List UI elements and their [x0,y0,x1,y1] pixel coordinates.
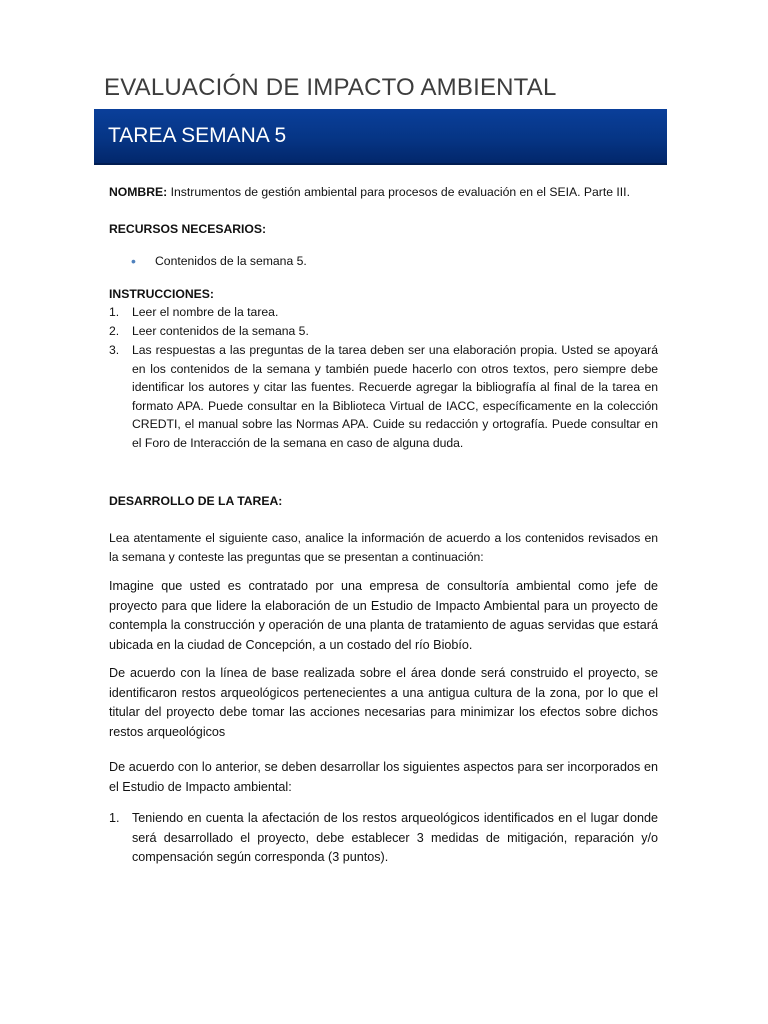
question-number: 1. [109,811,120,825]
instruction-number: 3. [109,343,120,357]
banner-title: TAREA SEMANA 5 [108,124,287,147]
title-banner [94,109,667,165]
instruction-text: Leer el nombre de la tarea. [132,305,279,319]
instruction-number: 1. [109,305,120,319]
case-paragraph: De acuerdo con la línea de base realizada sobre el área donde será construido el proyecto, se identificaron restos arqueológicos pertenecientes a una antigua cultura de la zona, por lo que el titular del proyecto debe tomar las acciones necesarias para minimizar los efectos sobre dichos restos arqueológicos [109,666,658,739]
recursos-item-text: Contenidos de la semana 5. [155,254,307,268]
case-paragraph: De acuerdo con lo anterior, se deben desarrollar los siguientes aspectos para ser incorporados en el Estudio de Impacto ambiental: [109,760,658,794]
instrucciones-heading: INSTRUCCIONES: [109,287,214,301]
instruction-text: Las respuestas a las preguntas de la tarea deben ser una elaboración propia. Usted se apoyará en los contenidos de la semana y también puede hacerlo con otros textos, pero siempre debe identificar los autores y citar las fuentes. Recuerde agregar la bibliografía al final de la tarea en formato APA. Puede consultar en la Biblioteca Virtual de IACC, específicamente en la colección CREDTI, el manual sobre las Normas APA. Cuide su redacción y ortografía. Puede consultar en el Foro de Interacción de la semana en caso de alguna duda. [132,343,658,450]
bullet-icon: • [131,253,136,269]
desarrollo-heading: DESARROLLO DE LA TAREA: [109,494,283,508]
case-paragraph: Imagine que usted es contratado por una empresa de consultoría ambiental como jefe de proyecto para que lidere la elaboración de un Estudio de Impacto Ambiental para un proyecto de contempla la construcción y operación de una planta de tratamiento de aguas servidas que estará ubicada en la ciudad de Concepción, a un costado del río Biobío. [109,579,658,652]
course-title: EVALUACIÓN DE IMPACTO AMBIENTAL [104,74,557,101]
nombre-line [109,183,658,202]
nombre-label: NOMBRE: [109,185,168,199]
instruction-text: Leer contenidos de la semana 5. [132,324,309,338]
nombre-value: Instrumentos de gestión ambiental para procesos de evaluación en el SEIA. Parte III. [167,185,630,199]
recursos-heading: RECURSOS NECESARIOS: [109,222,267,236]
instruction-number: 2. [109,324,120,338]
desarrollo-intro: Lea atentamente el siguiente caso, analice la información de acuerdo a los contenidos revisados en la semana y conteste las preguntas que se presentan a continuación: [109,531,658,564]
question-text: Teniendo en cuenta la afectación de los restos arqueológicos identificados en el lugar donde será desarrollado el proyecto, debe establecer 3 medidas de mitigación, reparación y/o compensación según corresponda (3 puntos). [132,811,658,864]
